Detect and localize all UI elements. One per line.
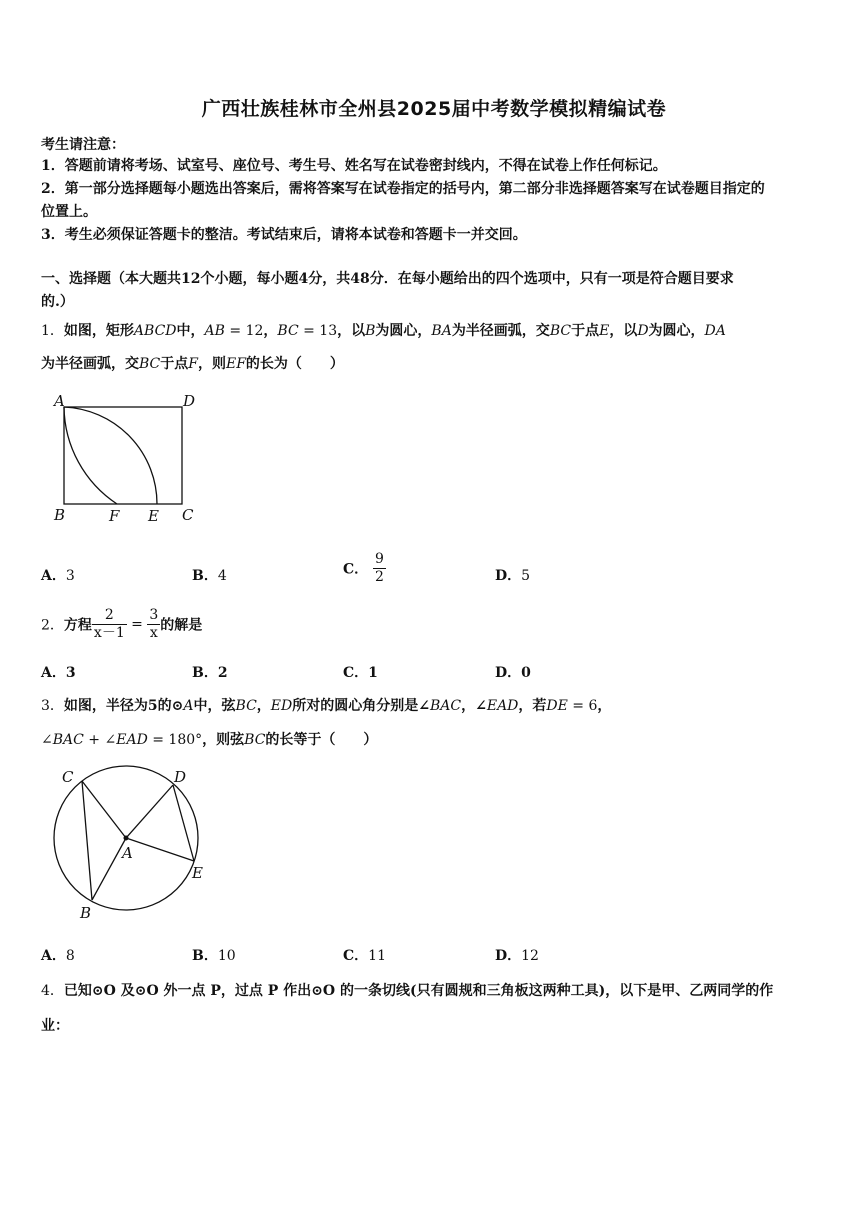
q3-math: ∠ xyxy=(41,732,53,748)
q4-text: 已知⊙O 及⊙O 外一点 P，过点 P 作出⊙O 的一条切线(只有圆规和三角板这两种工具)，以下是甲、乙两同学的作 xyxy=(63,983,774,999)
q2-option-c[interactable] xyxy=(343,662,378,682)
question-1-line-2 xyxy=(41,353,344,373)
option-letter: C． xyxy=(343,948,369,964)
q3-text: 如图，半径为5的⊙ xyxy=(63,698,184,714)
segment-ad xyxy=(126,785,173,838)
q3-math: BAC xyxy=(429,698,462,714)
q1-option-d[interactable] xyxy=(495,565,530,585)
question-4-line-2: 业： xyxy=(41,1018,69,1034)
option-value: 12 xyxy=(521,948,539,964)
label-d: D xyxy=(174,768,187,786)
q1-text: 于点 xyxy=(160,356,189,372)
q3-text: ，则弦 xyxy=(202,732,245,748)
page-title: 广西壮族桂林市全州县2025届中考数学模拟精编试卷 xyxy=(201,98,667,120)
rectangle-abcd xyxy=(64,407,182,504)
label-f: F xyxy=(109,507,120,525)
fraction xyxy=(92,607,127,642)
question-1-line-1 xyxy=(41,320,726,340)
option-letter: A． xyxy=(41,665,66,681)
arc-af xyxy=(64,407,117,504)
q1-math: D xyxy=(637,323,649,339)
notice-item: 3．考生必须保证答题卡的整洁。考试结束后，请将本试卷和答题卡一并交回。 xyxy=(41,227,527,243)
segment-ab xyxy=(92,838,126,900)
q3-math: BAC xyxy=(52,732,84,748)
q3-text: ， xyxy=(597,698,612,714)
q1-math: = 13 xyxy=(298,323,338,339)
fraction xyxy=(373,551,386,586)
option-value: 4 xyxy=(217,568,227,584)
label-a: A xyxy=(54,392,65,410)
q3-option-b[interactable] xyxy=(192,945,236,965)
question-3-line-2 xyxy=(41,729,377,749)
q3-math: = 180° xyxy=(147,732,203,748)
notice-item: 1．答题前请将考场、试室号、座位号、考生号、姓名写在试卷密封线内，不得在试卷上作任何标记。 xyxy=(41,158,667,174)
option-value: 0 xyxy=(521,665,531,681)
option-value: 3 xyxy=(65,665,76,681)
fraction-denominator: x xyxy=(149,625,158,641)
q1-text: 为半径画弧，交 xyxy=(451,323,550,339)
q1-math: BC xyxy=(549,323,572,339)
label-d: D xyxy=(183,392,196,410)
q3-text: ，∠ xyxy=(461,698,487,714)
q2-text: 方程 xyxy=(63,617,92,634)
segment-ae xyxy=(126,838,194,861)
option-letter: C． xyxy=(343,561,369,578)
q2-option-b[interactable] xyxy=(192,662,228,682)
option-letter: D． xyxy=(495,948,522,964)
fraction-numerator: 2 xyxy=(92,607,127,625)
segment-de xyxy=(173,785,194,861)
q3-option-a[interactable] xyxy=(41,945,75,965)
q1-text: ， xyxy=(263,323,278,339)
option-letter: D． xyxy=(495,568,522,584)
q1-text: ，则 xyxy=(197,356,226,372)
q1-math: BA xyxy=(431,323,452,339)
label-c: C xyxy=(62,768,74,786)
option-letter: D． xyxy=(495,665,522,681)
q3-math: + ∠ xyxy=(83,732,117,748)
q3-text: ， xyxy=(256,698,271,714)
q2-text: 的解是 xyxy=(160,617,203,634)
q3-text: 的长等于（ ） xyxy=(265,732,378,748)
q1-rectangle-figure xyxy=(45,390,215,530)
q1-text: 为半径画弧，交 xyxy=(41,356,139,372)
q1-text: ，以 xyxy=(609,323,638,339)
q2-option-a[interactable] xyxy=(41,662,76,682)
arc-ae xyxy=(64,407,157,504)
q3-option-c[interactable] xyxy=(343,945,386,965)
segment-cb xyxy=(82,781,92,900)
q1-text: 为圆心， xyxy=(648,323,705,339)
center-point xyxy=(124,836,129,841)
q3-math: EAD xyxy=(116,732,148,748)
q3-math: BC xyxy=(235,698,257,714)
notice-item: 位置上。 xyxy=(41,204,97,220)
question-number: 3． xyxy=(41,698,64,714)
q3-math: BC xyxy=(244,732,266,748)
q1-math: B xyxy=(365,323,376,339)
q1-math: DA xyxy=(704,323,726,339)
label-c: C xyxy=(182,506,194,524)
q1-option-a[interactable] xyxy=(41,565,75,585)
option-value: 11 xyxy=(368,948,386,964)
option-letter: A． xyxy=(41,568,66,584)
label-a: A xyxy=(122,844,133,862)
q1-text: 中， xyxy=(176,323,205,339)
q1-math: BC xyxy=(139,356,161,372)
q3-math: DE xyxy=(546,698,568,714)
q3-math: A xyxy=(183,698,194,714)
label-e: E xyxy=(148,507,159,525)
q1-math: E xyxy=(599,323,610,339)
q3-option-d[interactable] xyxy=(495,945,539,965)
fraction-denominator: 2 xyxy=(375,569,384,585)
q1-math: BC xyxy=(277,323,299,339)
q3-circle-figure xyxy=(48,760,218,930)
option-value: 10 xyxy=(217,948,236,964)
fraction-numerator: 9 xyxy=(375,551,384,567)
q1-text: 的长为（ ） xyxy=(245,356,344,372)
q3-text: 中，弦 xyxy=(193,698,236,714)
q3-text: ，若 xyxy=(518,698,547,714)
q3-text: 所对的圆心角分别是∠ xyxy=(292,698,430,714)
fraction-numerator: 3 xyxy=(149,607,159,623)
section-heading-cont: 的.） xyxy=(41,294,74,310)
q1-math: F xyxy=(188,356,198,372)
q1-option-b[interactable] xyxy=(192,565,227,585)
option-letter: B． xyxy=(192,665,218,681)
option-value: 5 xyxy=(521,568,531,584)
notice-heading: 考生请注意： xyxy=(41,137,125,153)
notice-item: 2．第一部分选择题每小题选出答案后，需将答案写在试卷指定的括号内，第二部分非选择题答案写在试卷题目指定的 xyxy=(41,181,765,197)
label-b: B xyxy=(54,506,66,524)
q2-option-d[interactable] xyxy=(495,662,531,682)
fraction xyxy=(147,607,160,642)
option-value: 3 xyxy=(65,568,75,584)
segment-ca xyxy=(82,781,126,838)
q1-text: 于点 xyxy=(571,323,600,339)
question-number: 1． xyxy=(41,323,64,339)
q1-option-c[interactable] xyxy=(343,551,386,586)
option-letter: A． xyxy=(41,948,66,964)
option-letter: C． xyxy=(343,665,369,681)
q3-math: EAD xyxy=(486,698,519,714)
q1-math: ABCD xyxy=(133,323,177,339)
question-2 xyxy=(41,607,202,642)
q3-math: = 6 xyxy=(567,698,598,714)
question-number: 2． xyxy=(41,617,64,634)
option-value: 2 xyxy=(217,665,228,681)
q3-math: ED xyxy=(270,698,293,714)
section-heading: 一、选择题（本大题共12个小题，每小题4分，共48分．在每小题给出的四个选项中，只有一项是符合题目要求 xyxy=(41,271,734,287)
label-b: B xyxy=(80,904,92,922)
q1-text: ，以 xyxy=(337,323,366,339)
label-e: E xyxy=(192,864,203,882)
option-value: 8 xyxy=(65,948,75,964)
q2-math: = xyxy=(126,616,148,633)
q1-math: EF xyxy=(225,356,246,372)
q1-math: = 12 xyxy=(224,323,264,339)
option-letter: B． xyxy=(192,568,218,584)
question-number: 4． xyxy=(41,983,64,999)
option-letter: B． xyxy=(192,948,218,964)
fraction-denominator: x－1 xyxy=(93,625,125,641)
question-3-line-1 xyxy=(41,695,611,715)
question-4-line-1 xyxy=(41,980,773,1000)
q1-math: AB xyxy=(204,323,225,339)
q1-text: 如图，矩形 xyxy=(63,323,134,339)
option-value: 1 xyxy=(368,665,378,681)
q1-text: 为圆心， xyxy=(375,323,432,339)
